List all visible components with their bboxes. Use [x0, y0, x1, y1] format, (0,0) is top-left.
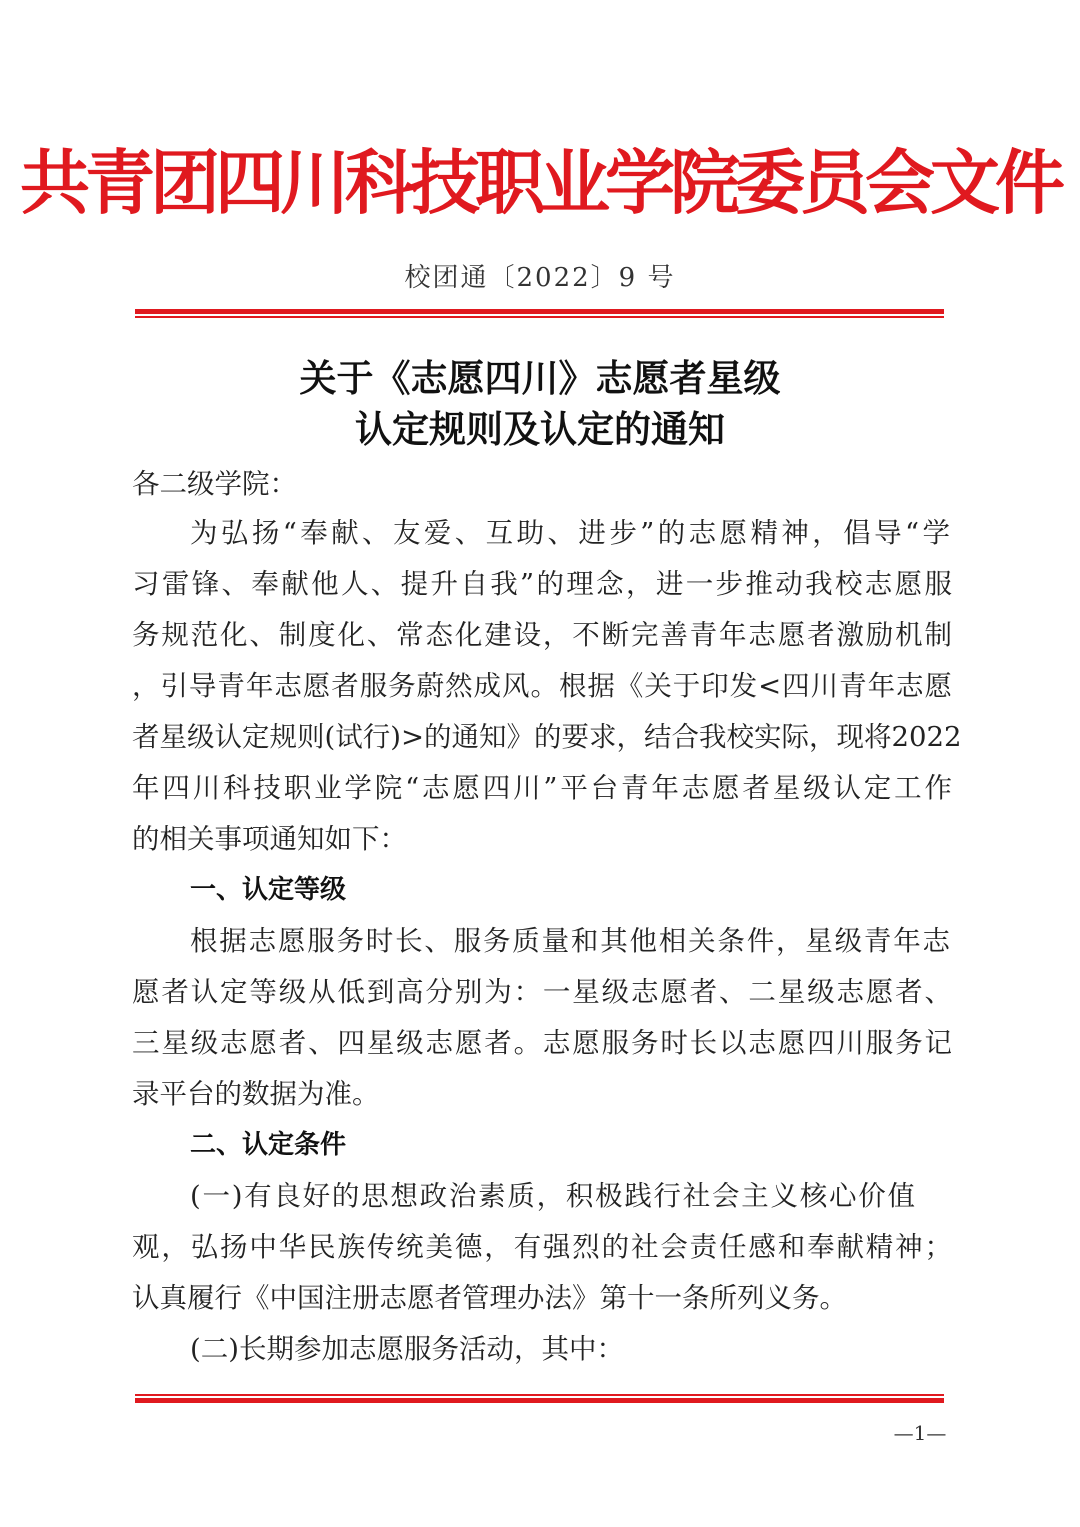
intro-line-6: 年四川科技职业学院“志愿四川”平台青年志愿者星级认定工作 [132, 772, 952, 804]
section-2-item-1-line-3: 认真履行《中国注册志愿者管理办法》第十一条所列义务。 [132, 1282, 847, 1314]
intro-line-1: 为弘扬“奉献、友爱、互助、进步”的志愿精神，倡导“学 [190, 517, 950, 549]
intro-line-2: 习雷锋、奉献他人、提升自我”的理念，进一步推动我校志愿服 [132, 568, 952, 600]
notice-title-line-1: 关于《志愿四川》志愿者星级 [299, 357, 781, 400]
intro-line-7: 的相关事项通知如下： [132, 823, 407, 855]
section-1-line-4: 录平台的数据为准。 [132, 1078, 380, 1110]
footer-red-rule [135, 1394, 944, 1403]
salutation: 各二级学院： [132, 468, 297, 500]
document-number: 校团通〔2022〕9 号 [404, 263, 676, 293]
intro-line-5: 者星级认定规则(试行)>的通知》的要求，结合我校实际，现将2022 [132, 721, 962, 753]
section-1-line-3: 三星级志愿者、四星级志愿者。志愿服务时长以志愿四川服务记 [132, 1027, 952, 1059]
intro-line-4: ，引导青年志愿者服务蔚然成风。根据《关于印发<四川青年志愿 [132, 670, 952, 702]
intro-line-3: 务规范化、制度化、常态化建设，不断完善青年志愿者激励机制 [132, 619, 952, 651]
section-1-line-2: 愿者认定等级从低到高分别为：一星级志愿者、二星级志愿者、 [132, 976, 952, 1008]
section-1-line-1: 根据志愿服务时长、服务质量和其他相关条件，星级青年志 [190, 925, 950, 957]
section-2-heading: 二、认定条件 [190, 1130, 347, 1160]
notice-title-line-2: 认定规则及认定的通知 [355, 408, 725, 451]
header-red-rule [135, 309, 944, 318]
section-1-heading: 一、认定等级 [190, 875, 347, 905]
page-number: —1— [893, 1421, 947, 1445]
masthead-title: 共青团四川科技职业学院委员会文件 [20, 142, 1060, 224]
section-2-item-1-line-1: (一)有良好的思想政治素质，积极践行社会主义核心价值 [190, 1180, 915, 1212]
section-2-item-1-line-2: 观，弘扬中华民族传统美德，有强烈的社会责任感和奉献精神； [132, 1231, 952, 1263]
section-2-item-2: (二)长期参加志愿服务活动，其中： [190, 1333, 624, 1365]
